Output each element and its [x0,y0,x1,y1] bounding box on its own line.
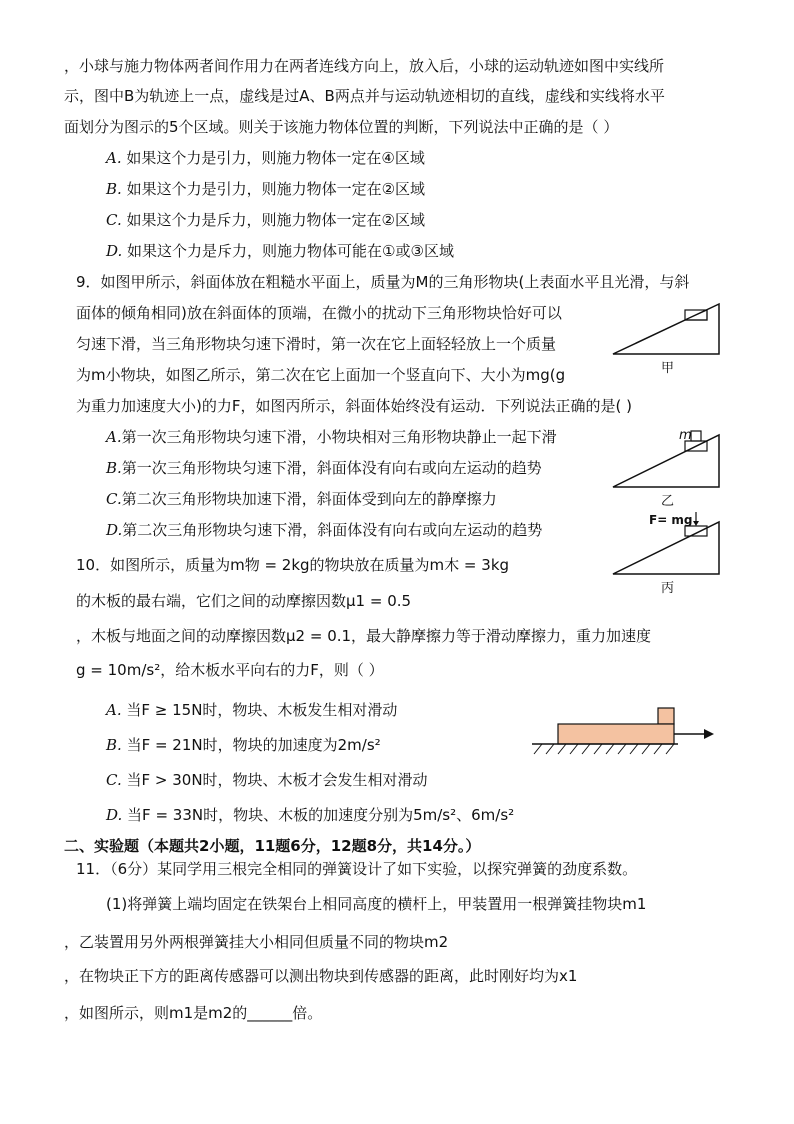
q8-option-a: A. 如果这个力是引力，则施力物体一定在④区域 [106,149,425,167]
figure-bing [605,510,735,596]
figure-yi [605,425,725,509]
q11-stem-line2: (1)将弹簧上端均固定在铁架台上相同高度的横杆上，甲装置用一根弹簧挂物块m1 [106,895,647,913]
q9-stem-line3: 匀速下滑，当三角形物块匀速下滑时，第一次在它上面轻轻放上一个质量 [76,335,557,353]
q10-option-b: B. 当F = 21N时，物块的加速度为2m/s² [106,736,381,754]
ground-hatching [534,744,674,754]
incline-yi [613,435,719,487]
figure-jia-label: 甲 [661,361,675,376]
force-label: F= mg [649,513,693,527]
q9-option-b: B.第一次三角形物块匀速下滑，斜面体没有向右或向左运动的趋势 [106,459,542,477]
q8-stem-line1: ，小球与施力物体两者间作用力在两者连线方向上，放入后，小球的运动轨迹如图中实线所 [64,57,665,75]
small-block-m [691,431,701,441]
q10-option-a: A. 当F ≥ 15N时，物块、木板发生相对滑动 [106,701,398,719]
q8-option-c: C. 如果这个力是斥力，则施力物体一定在②区域 [106,211,425,229]
q10-stem-line2: 的木板的最右端，它们之间的动摩擦因数μ1 = 0.5 [76,592,412,610]
q10-stem-line4: g = 10m/s²，给木板水平向右的力F，则（ ） [76,661,384,679]
incline-bing [613,522,719,574]
q8-option-d: D. 如果这个力是斥力，则施力物体可能在①或③区域 [106,242,454,260]
q10-stem-line1: 10．如图所示，质量为m物 = 2kg的物块放在质量为m木 = 3kg [76,556,510,574]
section-2-heading: 二、实验题（本题共2小题，11题6分，12题8分，共14分。） [64,837,481,855]
q11-stem-line5: ，如图所示，则m1是m2的______倍。 [64,1004,323,1022]
q10-option-d: D. 当F = 33N时，物块、木板的加速度分别为5m/s²、6m/s² [106,806,515,824]
q11-stem-line4: ，在物块正下方的距离传感器可以测出物块到传感器的距离，此时刚好均为x1 [64,967,578,985]
q8-option-b: B. 如果这个力是引力，则施力物体一定在②区域 [106,180,426,198]
block [658,708,674,724]
figure-jia [605,300,725,376]
q10-stem-line3: ，木板与地面之间的动摩擦因数μ2 = 0.1，最大静摩擦力等于滑动摩擦力，重力加速度 [76,627,652,645]
q9-stem-line2: 面体的倾角相同)放在斜面体的顶端，在微小的扰动下三角形物块恰好可以 [76,304,562,322]
q11-stem-line1: 11．（6分）某同学用三根完全相同的弹簧设计了如下实验，以探究弹簧的劲度系数。 [76,860,638,878]
q9-option-a: A.第一次三角形物块匀速下滑，小物块相对三角形物块静止一起下滑 [106,428,557,446]
q9-option-d: D.第二次三角形物块匀速下滑，斜面体没有向右或向左运动的趋势 [106,521,543,539]
board [558,724,674,744]
wedge-block-jia [685,310,707,320]
q9-stem-line4: 为m小物块，如图乙所示，第二次在它上面加一个竖直向下、大小为mg(g [76,366,566,384]
q11-stem-line3: ，乙装置用另外两根弹簧挂大小相同但质量不同的物块m2 [64,933,449,951]
figure-yi-label: 乙 [661,494,675,509]
q8-stem-line3: 面划分为图示的5个区域。则关于该施力物体位置的判断，下列说法中正确的是（ ） [64,118,619,136]
figure-bing-label: 丙 [661,581,675,596]
q9-stem-line1: 9．如图甲所示，斜面体放在粗糙水平面上，质量为M的三角形物块(上表面水平且光滑，与斜 [76,273,690,291]
q10-option-c: C. 当F > 30N时，物块、木板才会发生相对滑动 [106,771,428,789]
q9-option-c: C.第二次三角形物块加速下滑，斜面体受到向左的静摩擦力 [106,490,497,508]
block-bing [685,526,707,536]
figure-board-block [528,700,718,760]
q9-stem-line5: 为重力加速度大小)的力F，如图丙所示，斜面体始终没有运动．下列说法正确的是( ) [76,397,632,415]
q8-stem-line2: 示，图中B为轨迹上一点，虚线是过A、B两点并与运动轨迹相切的直线，虚线和实线将水平 [64,87,665,105]
mass-m-label: m [679,428,692,443]
force-f-arrow-head [704,729,714,739]
force-arrow-head [693,521,699,526]
